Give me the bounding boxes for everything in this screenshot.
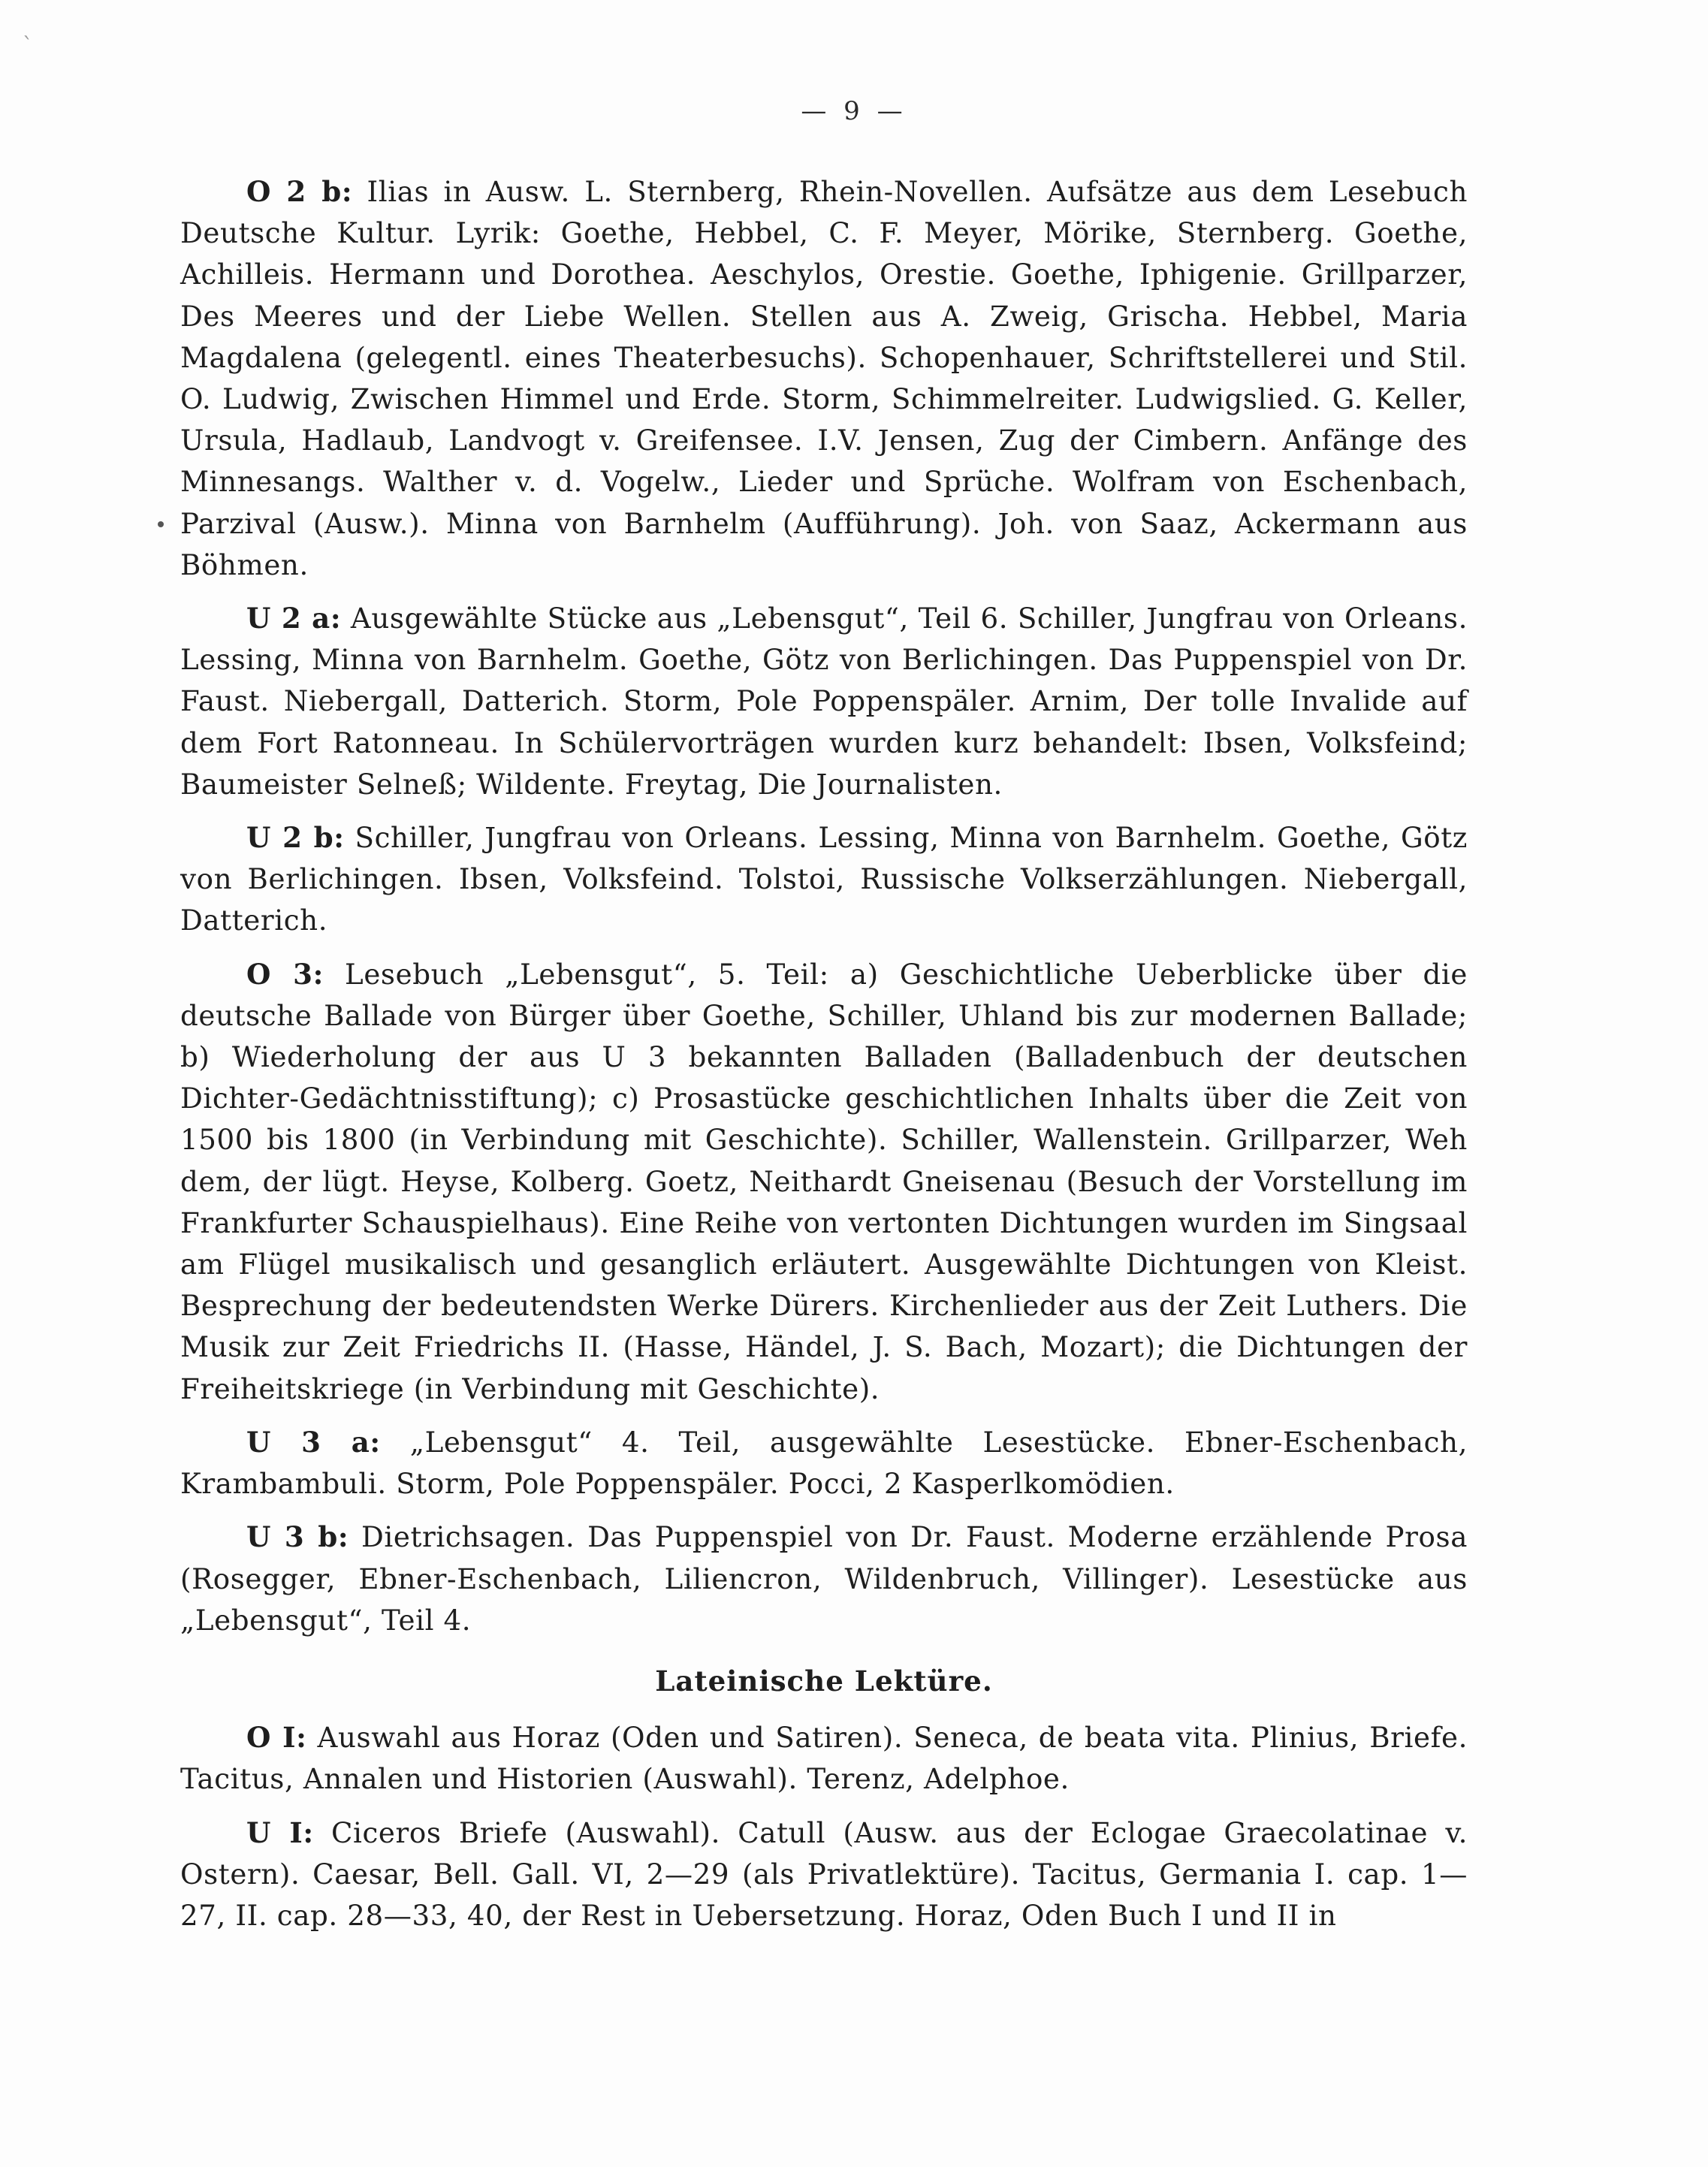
class-label: U 2 a: [246, 602, 342, 635]
paragraph-text: Lesebuch „Lebensgut“, 5. Teil: a) Geschichtliche Ueberblicke über die deutsche Ballade von Bürger über Goethe, Schiller, Uhland bis zur modernen Ballade; b) Wiederholung der aus U 3 bekannten Balladen (Balladenbuch der deutschen Dichter-Gedächtnisstiftung); c) Prosastücke geschichtlichen Inhalts über die Zeit von 1500 bis 1800 (in Verbindung mit Geschichte). Schiller, Wallenstein. Grillparzer, Weh dem, der lügt. Heyse, Kolberg. Goetz, Neithardt Gneisenau (Besuch der Vorstellung im Frankfurter Schauspielhaus). Eine Reihe von vertonten Dichtungen wurden im Singsaal am Flügel musikalisch und gesanglich erläutert. Ausgewählte Dichtungen von Kleist. Besprechung der bedeutendsten Werke Dürers. Kirchenlieder aus der Zeit Luthers. Die Musik zur Zeit Friedrichs II. (Hasse, Händel, J. S. Bach, Mozart); die Dichtungen der Freiheitskriege (in Verbindung mit Geschichte). [180, 957, 1468, 1405]
paragraph-u2a [180, 598, 1468, 805]
section-heading-latin: Lateinische Lektüre. [655, 1664, 993, 1698]
paragraph-u3b [180, 1517, 1468, 1641]
class-label: U 3 a: [246, 1425, 381, 1459]
paragraph-text: Ciceros Briefe (Auswahl). Catull (Ausw. aus der Eclogae Graecolatinae v. Ostern). Caesar, Bell. Gall. VI, 2—29 (als Privatlektüre). Tacitus, Germania I. cap. 1—27, II. cap. 28—33, 40, der Rest in Uebersetzung. Horaz, Oden Buch I und II in [180, 1815, 1468, 1932]
class-label: U 3 b: [246, 1520, 349, 1554]
class-label: U I: [246, 1815, 314, 1849]
paragraph-text: Dietrichsagen. Das Puppenspiel von Dr. Faust. Moderne erzählende Prosa (Rosegger, Ebner-Eschenbach, Liliencron, Wildenbruch, Villinger). Lesestücke aus „Lebensgut“, Teil 4. [180, 1520, 1468, 1637]
paragraph-oi [180, 1717, 1468, 1800]
paragraph-u3a [180, 1422, 1468, 1505]
paragraph-o3 [180, 954, 1468, 1410]
paragraph-text: Schiller, Jungfrau von Orleans. Lessing, Minna von Barnhelm. Goethe, Götz von Berlichingen. Ibsen, Volksfeind. Tolstoi, Russische Volkserzählungen. Niebergall, Datterich. [180, 821, 1468, 937]
class-label: O 2 b: [246, 175, 353, 208]
scan-edge-mark: ` [23, 33, 33, 58]
page-number: — 9 — [801, 96, 907, 126]
margin-dot [158, 521, 164, 527]
class-label: O I: [246, 1721, 307, 1755]
paragraph-text: Auswahl aus Horaz (Oden und Satiren). Seneca, de beata vita. Plinius, Briefe. Tacitus, Annalen und Historien (Auswahl). Terenz, Adelphoe. [180, 1721, 1468, 1796]
paragraph-text: Ausgewählte Stücke aus „Lebensgut“, Teil 6. Schiller, Jungfrau von Orleans. Lessing, Minna von Barnhelm. Goethe, Götz von Berlichingen. Das Puppenspiel von Dr. Faust. Niebergall, Datterich. Storm, Pole Poppenspäler. Arnim, Der tolle Invalide auf dem Fort Ratonneau. In Schülervorträgen wurden kurz behandelt: Ibsen, Volksfeind; Baumeister Selneß; Wildente. Freytag, Die Journalisten. [180, 602, 1468, 801]
class-label: O 3: [246, 957, 324, 991]
paragraph-o2b [180, 171, 1468, 586]
paragraph-u2b [180, 817, 1468, 942]
class-label: U 2 b: [246, 821, 345, 855]
paragraph-text: „Lebensgut“ 4. Teil, ausgewählte Lesestücke. Ebner-Eschenbach, Krambambuli. Storm, Pole Poppenspäler. Pocci, 2 Kasperlkomödien. [180, 1425, 1468, 1501]
paragraph-text: Ilias in Ausw. L. Sternberg, Rhein-Novellen. Aufsätze aus dem Lesebuch Deutsche Kultur. Lyrik: Goethe, Hebbel, C. F. Meyer, Mörike, Sternberg. Goethe, Achilleis. Hermann und Dorothea. Aeschylos, Orestie. Goethe, Iphigenie. Grillparzer, Des Meeres und der Liebe Wellen. Stellen aus A. Zweig, Grischa. Hebbel, Maria Magdalena (gelegentl. eines Theaterbesuchs). Schopenhauer, Schriftstellerei und Stil. O. Ludwig, Zwischen Himmel und Erde. Storm, Schimmelreiter. Ludwigslied. G. Keller, Ursula, Hadlaub, Landvogt v. Greifensee. I.V. Jensen, Zug der Cimbern. Anfänge des Minnesangs. Walther v. d. Vogelw., Lieder und Sprüche. Wolfram von Eschenbach, Parzival (Ausw.). Minna von Barnhelm (Aufführung). Joh. von Saaz, Ackermann aus Böhmen. [180, 175, 1468, 581]
paragraph-ui [180, 1812, 1468, 1937]
body-text [180, 171, 1468, 1936]
